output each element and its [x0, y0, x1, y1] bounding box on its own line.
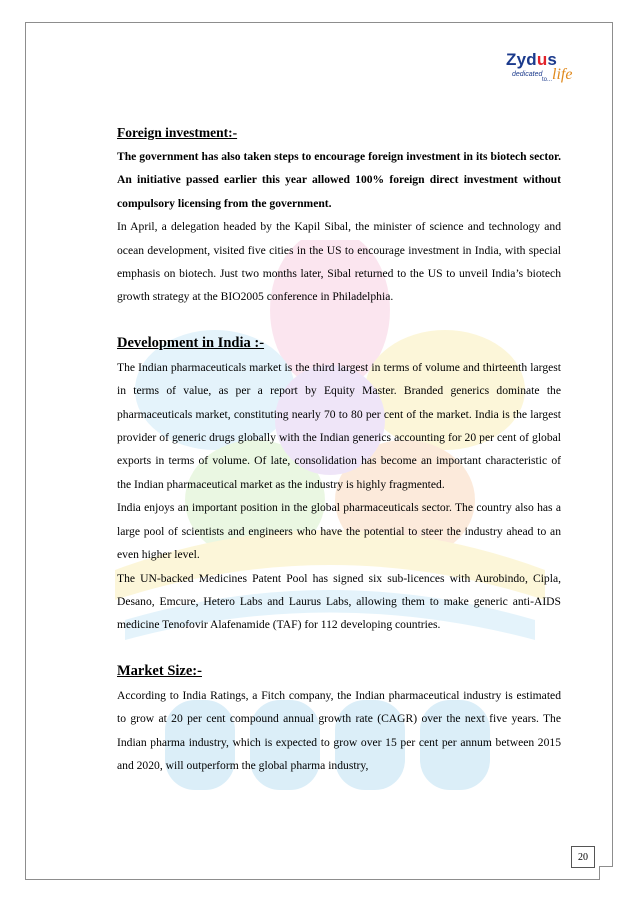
logo-wordmark: Zydus [506, 50, 558, 69]
paragraph-development-3: The UN-backed Medicines Patent Pool has signed six sub-licences with Aurobindo, Cipla, Desano, Emcure, Hetero Labs and Laurus Labs, allowing them to make generic anti-AIDS medicine Tenofovir Alafenamide (TAF) for 112 developing countries. [117, 571, 561, 632]
logo-tagline-to: to... [542, 77, 553, 83]
heading-foreign-investment: Foreign investment:- [117, 125, 238, 140]
logo-tagline: dedicated [512, 71, 543, 78]
page-number: 20 [571, 846, 595, 868]
paragraph-foreign-investment: In April, a delegation headed by the Kapil Sibal, the minister of science and technology and ocean development, visited five cities in the US to encourage investment in India, with special emphasis on biotech. Just two months later, Sibal returned to the US to unveil India’s biotech growth strategy at the BIO2005 conference in Philadelphia. [117, 220, 561, 304]
zydus-logo [504, 50, 576, 96]
heading-market-size: Market Size:- [117, 662, 202, 679]
logo-life-script: life [552, 66, 573, 83]
heading-development-in-india: Development in India :- [117, 334, 265, 351]
page-corner-fold [599, 866, 613, 880]
page-content [117, 124, 561, 777]
paragraph-development-1: The Indian pharmaceuticals market is the third largest in terms of volume and thirteenth largest in terms of value, as per a report by Equity Master. Branded generics dominate the pharmaceuticals market, constituting nearly 70 to 80 per cent of the market. India is the largest provider of generic drugs globally with the Indian generics accounting for 20 per cent of global exports in terms of volume. Of late, consolidation has become an important characteristic of the Indian pharmaceutical market as the industry is highly fragmented. [117, 360, 561, 491]
paragraph-foreign-investment-bold: The government has also taken steps to encourage foreign investment in its biotech sector. An initiative passed earlier this year allowed 100% foreign direct investment without compulsory licensing from the government. [117, 150, 561, 210]
paragraph-development-2: India enjoys an important position in the global pharmaceuticals sector. The country also has a large pool of scientists and engineers who have the potential to steer the industry ahead to an even higher level. [117, 501, 561, 562]
paragraph-market-size: According to India Ratings, a Fitch company, the Indian pharmaceutical industry is estimated to grow at 20 per cent compound annual growth rate (CAGR) over the next five years. The Indian pharma industry, which is expected to grow over 15 per cent per annum between 2015 and 2020, will outperform the global pharma industry, [117, 688, 561, 772]
